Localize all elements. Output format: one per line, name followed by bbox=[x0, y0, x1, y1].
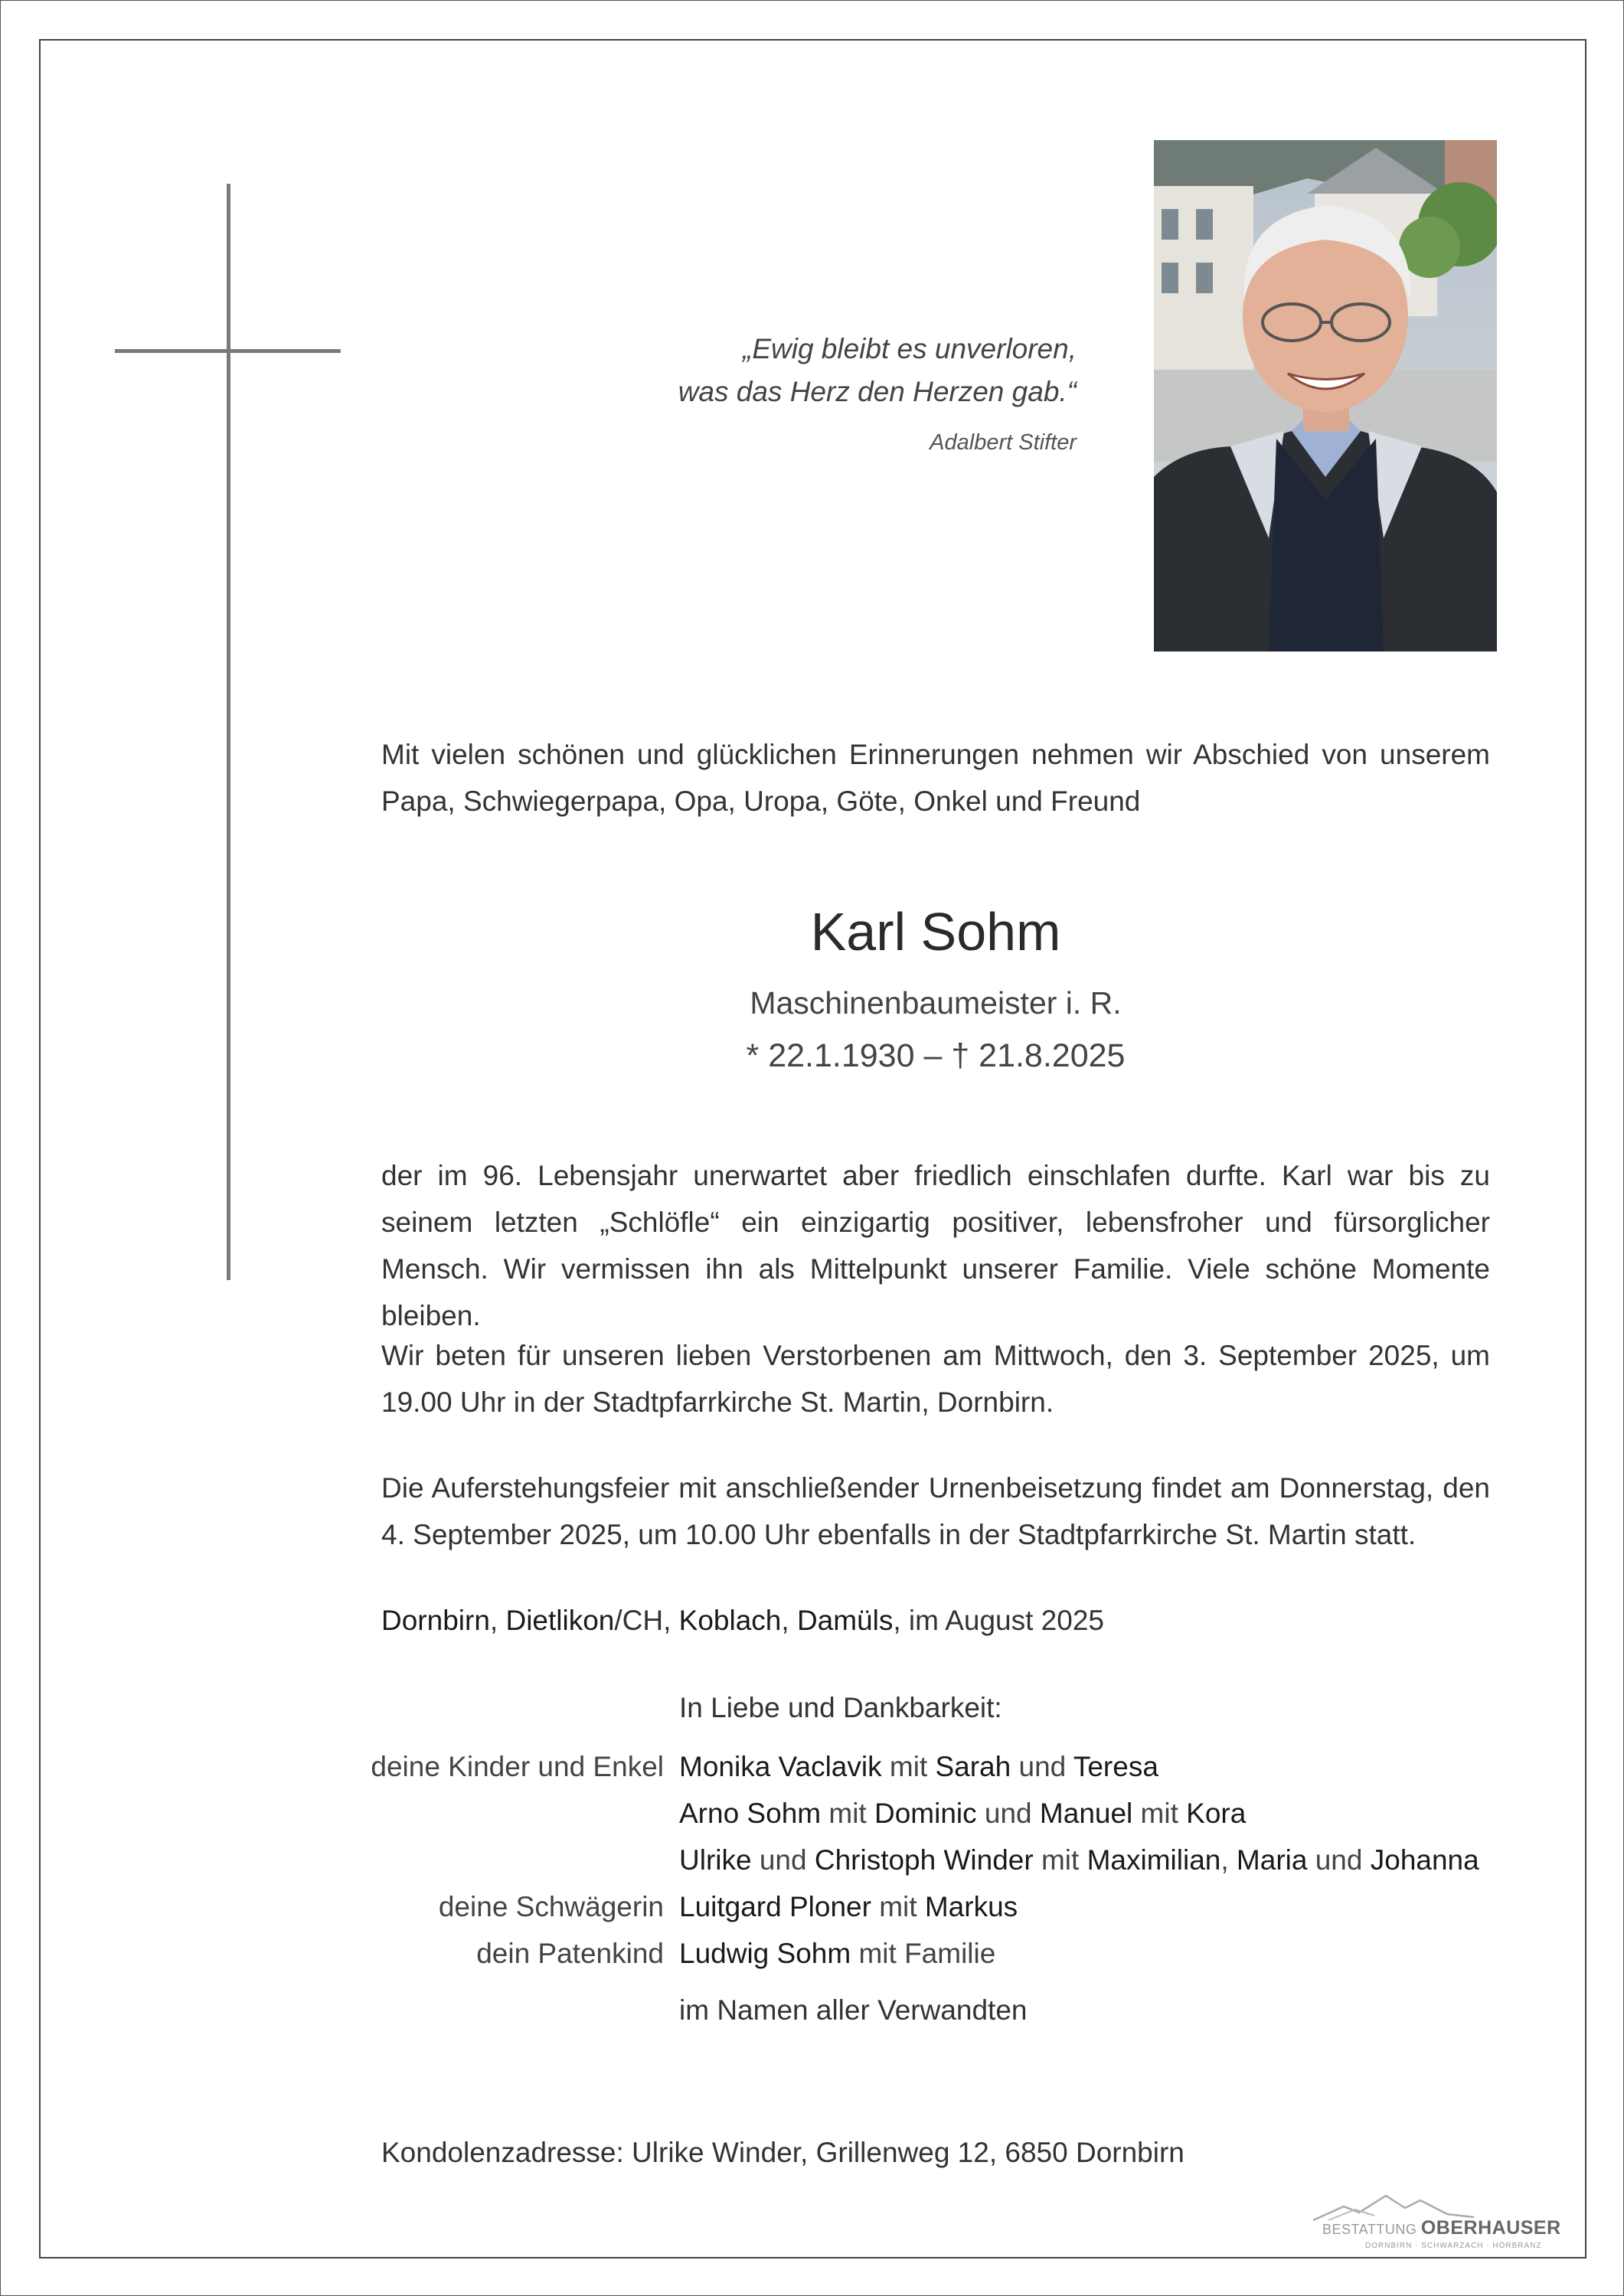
paragraph-tribute: der im 96. Lebensjahr unerwartet aber friedlich einschlafen durfte. Karl war bis zu seinem letzten „Schlöfle“ ein einzigartig positiver, lebensfroher und fürsorglicher Mensch. Wir vermissen ihn als Mittelpunkt unserer Familie. Viele schöne Momente bleiben. bbox=[381, 1160, 1490, 1331]
place-name: Dietlikon bbox=[505, 1605, 615, 1636]
signature-intro: In Liebe und Dankbarkeit: bbox=[679, 1692, 1002, 1723]
connector: mit bbox=[871, 1891, 925, 1922]
logo-brand: OBERHAUSER bbox=[1420, 2217, 1561, 2239]
deceased-title: Maschinenbaumeister i. R. bbox=[750, 985, 1122, 1021]
relative-name: Manuel bbox=[1039, 1798, 1133, 1829]
relative-names bbox=[679, 1883, 1018, 1930]
relative-label: deine Kinder und Enkel bbox=[371, 1751, 664, 1782]
relative-name: Johanna bbox=[1370, 1844, 1479, 1876]
connector: mit bbox=[821, 1798, 874, 1829]
life-dates: * 22.1.1930 – † 21.8.2025 bbox=[746, 1037, 1126, 1074]
relative-name: Kora bbox=[1186, 1798, 1247, 1829]
place-date: , im August 2025 bbox=[893, 1605, 1104, 1636]
relative-name: Monika Vaclavik bbox=[679, 1751, 882, 1782]
relative-label: dein Patenkind bbox=[476, 1938, 664, 1969]
relative-name: Arno Sohm bbox=[679, 1798, 822, 1829]
relative-name: Ludwig Sohm bbox=[679, 1938, 851, 1969]
quote-line-1: „Ewig bleibt es unverloren, bbox=[743, 333, 1077, 364]
intro-text: Mit vielen schönen und glücklichen Erinnerungen nehmen wir Abschied von unserem Papa, Schwiegerpapa, Opa, Uropa, Göte, Onkel und Freund bbox=[381, 739, 1490, 817]
place-name: Dornbirn bbox=[381, 1605, 490, 1636]
relative-name: Maria bbox=[1236, 1844, 1308, 1876]
logo-text bbox=[1322, 2217, 1561, 2239]
relative-name: Maximilian bbox=[1086, 1844, 1221, 1876]
place-name: Koblach bbox=[678, 1605, 782, 1636]
condolence-address: Kondolenzadresse: Ulrike Winder, Grillenweg 12, 6850 Dornbirn bbox=[381, 2137, 1185, 2168]
connector: und bbox=[751, 1844, 815, 1876]
places-line bbox=[381, 1597, 1492, 1644]
signature-outro: im Namen aller Verwandten bbox=[679, 1994, 1028, 2026]
relative-name: Sarah bbox=[935, 1751, 1011, 1782]
relative-name: Teresa bbox=[1073, 1751, 1158, 1782]
relative-names bbox=[679, 1837, 1479, 1883]
connector: und bbox=[976, 1798, 1040, 1829]
logo-prefix: BESTATTUNG bbox=[1322, 2222, 1417, 2237]
relative-names bbox=[679, 1790, 1246, 1837]
deceased-name: Karl Sohm bbox=[810, 902, 1061, 962]
cross-icon bbox=[227, 184, 230, 1280]
relative-row bbox=[230, 1837, 1501, 1883]
place-name: Damüls bbox=[796, 1605, 894, 1636]
funeral-home-logo bbox=[1313, 2191, 1577, 2252]
connector: mit bbox=[881, 1751, 936, 1782]
connector: mit Familie bbox=[851, 1938, 996, 1969]
relative-names bbox=[679, 1930, 995, 1977]
connector: mit bbox=[1033, 1844, 1087, 1876]
connector: und bbox=[1307, 1844, 1371, 1876]
cross-icon-bar bbox=[115, 349, 341, 353]
relative-name: Ulrike bbox=[679, 1844, 752, 1876]
relative-row bbox=[230, 1743, 1501, 1790]
portrait-photo bbox=[1154, 140, 1497, 652]
paragraph-funeral: Die Auferstehungsfeier mit anschließender Urnenbeisetzung findet am Donnerstag, den 4. September 2025, um 10.00 Uhr ebenfalls in der Stadtpfarrkirche St. Martin statt. bbox=[381, 1472, 1490, 1550]
relative-row bbox=[230, 1930, 1501, 1977]
quote bbox=[541, 328, 1077, 413]
connector: und bbox=[1011, 1751, 1073, 1782]
quote-line-2: was das Herz den Herzen gab.“ bbox=[678, 376, 1077, 407]
place-sep: , bbox=[489, 1605, 506, 1636]
logo-subtitle: DORNBIRN · SCHWARZACH · HÖRBRANZ bbox=[1365, 2242, 1542, 2250]
quote-author: Adalbert Stifter bbox=[930, 430, 1077, 455]
paragraph-prayer: Wir beten für unseren lieben Verstorbenen am Mittwoch, den 3. September 2025, um 19.00 Uhr in der Stadtpfarrkirche St. Martin, Dornbirn. bbox=[381, 1340, 1490, 1418]
relative-name: Christoph Winder bbox=[814, 1844, 1034, 1876]
relative-name: Markus bbox=[924, 1891, 1018, 1922]
relative-name: Luitgard Ploner bbox=[679, 1891, 871, 1922]
connector: mit bbox=[1132, 1798, 1187, 1829]
relative-label: deine Schwägerin bbox=[438, 1891, 664, 1922]
relative-row bbox=[230, 1883, 1501, 1930]
relative-name: Dominic bbox=[874, 1798, 977, 1829]
relative-names bbox=[679, 1743, 1158, 1790]
place-sep: , bbox=[781, 1605, 797, 1636]
connector: , bbox=[1220, 1844, 1237, 1876]
place-sep: /CH, bbox=[614, 1605, 679, 1636]
relative-row bbox=[230, 1790, 1501, 1837]
